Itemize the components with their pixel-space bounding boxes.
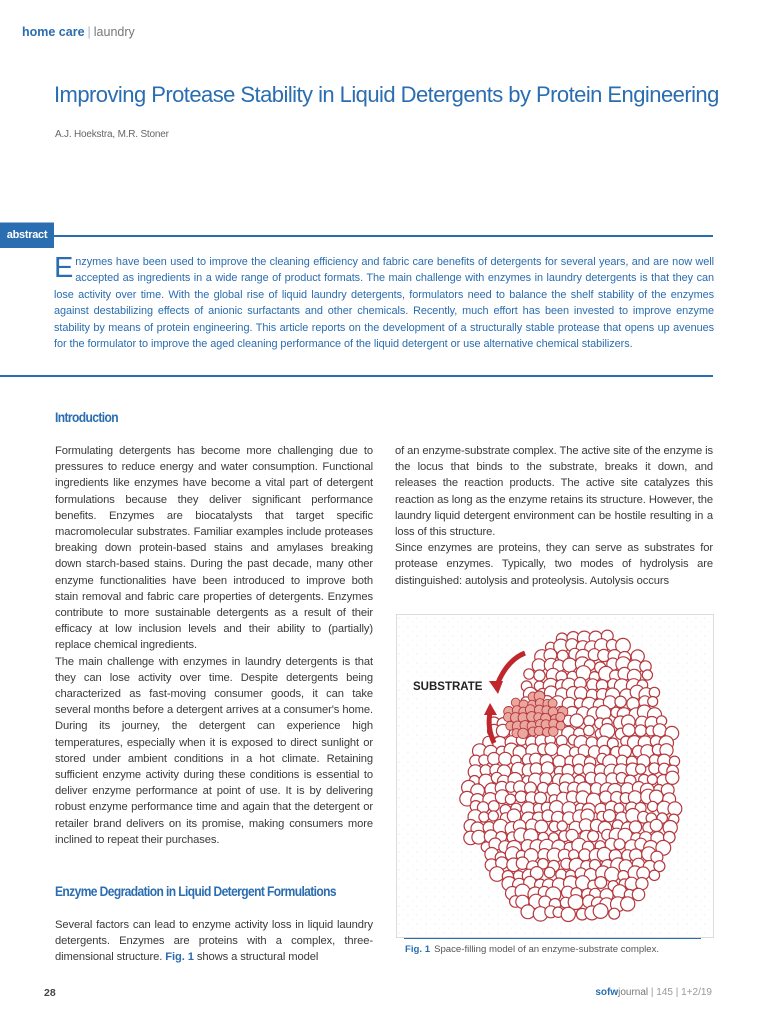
introduction-paragraph-2: The main challenge with enzymes in laundry detergents is that they can lose activity over time. Despite detergents being characterized as fast-moving consumer goods, it can take several months before a detergent arrives at a consumer's home. During its journey, the detergent can experience high temperatures, especially when it is exposed to direct sunlight or stored under ambient conditions in a hot climate. Retaining sufficient enzyme activity during these conditions is essential to deliver enzyme performance at point of use. It is by delivering robust enzyme performance time and again that the detergent or retailer brand delivers on its promise, making consumers more inclined to repeat their purchases. [55,655,373,846]
right-column-paragraph-2: Since enzymes are proteins, they can serve as substrates for protease enzymes. Typically, two modes of hydrolysis are distinguished: autolysis and proteolysis. Autolysis occurs [395,542,713,587]
enzyme-sphere [615,696,626,707]
enzyme-sphere [636,764,646,774]
degradation-text-after: shows a structural model [196,951,319,964]
article-title: Improving Protease Stability in Liquid Detergents by Protein Engineering [54,82,719,107]
enzyme-sphere [649,870,659,880]
enzyme-sphere [653,724,666,737]
enzyme-sphere [635,725,647,737]
introduction-paragraph-1: Formulating detergents has become more challenging due to pressures to reduce energy and water consumption. Functional ingredients like enzymes have become a vital part of detergent formulations because they deliver significant performance benefits. Enzymes are biocatalysts that target specific macromolecular substrates. Familiar examples include proteases breaking down protein-based stains and amylases breaking down starch-based stains. During the past decade, many other enzyme functionalities have been introduced to improve both stain removal and fabric care properties of detergents. Enzymes contribute to more sustainable detergents as a result of their efficacy at low inclusion levels and their ability to (partially) replace chemical ingredients. [55,445,373,652]
enzyme-sphere [479,812,489,822]
enzyme-sphere [488,811,498,821]
substrate-sphere [549,727,559,737]
figure-caption-rule [404,938,701,939]
section-breadcrumb [22,25,135,39]
substrate-sphere [548,699,557,708]
enzyme-substrate-model [397,615,713,937]
journal-name-bold: sofw [595,987,619,998]
enzyme-sphere [669,756,679,766]
journal-footer [595,987,712,998]
degradation-heading: Enzyme Degradation in Liquid Detergent Formulations [55,883,337,899]
enzyme-sphere [593,904,608,919]
introduction-body [55,443,373,848]
enzyme-sphere [650,819,662,831]
substrate-sphere [518,728,528,738]
enzyme-sphere [621,897,635,911]
journal-issue: | 145 | 1+2/19 [650,987,712,998]
enzyme-sphere [605,867,620,882]
abstract-bottom-rule [0,375,713,377]
right-column-paragraph-1: of an enzyme-substrate complex. The active site of the enzyme is the locus that binds to the substrate, breaks it down, and releases the reaction products. The active site catalyzes this reaction as long as the enzyme retains its structure. However, the laundry liquid detergent environment can be hostile resulting in a loss of this structure. [395,445,713,539]
enzyme-sphere [632,888,644,900]
enzyme-sphere [534,670,545,681]
enzyme-sphere [623,724,635,736]
enzyme-sphere [609,908,620,919]
enzyme-sphere [524,669,534,679]
figure-reference-link[interactable]: Fig. 1 [165,951,194,964]
section-label: home care [22,25,85,39]
degradation-body [55,917,373,966]
substrate-label: SUBSTRATE [413,681,483,693]
abstract-tab: abstract [0,223,54,248]
enzyme-sphere [499,752,512,765]
section-separator: | [87,25,91,39]
enzyme-sphere [648,697,658,707]
enzyme-sphere [668,802,682,816]
enzyme-sphere [570,714,583,727]
substrate-sphere [556,713,565,722]
enzyme-sphere [642,670,652,680]
enzyme-sphere [545,743,558,756]
enzyme-sphere [544,867,555,878]
page-number: 28 [44,987,56,999]
enzyme-sphere [561,907,575,921]
figure-caption [405,944,659,955]
enzyme-sphere [614,839,625,850]
enzyme-sphere [666,771,679,784]
introduction-heading: Introduction [55,409,118,425]
subsection-label: laundry [93,25,135,39]
enzyme-sphere [648,801,658,811]
enzyme-sphere [595,877,607,889]
figure-1 [396,614,714,938]
degradation-text-before: Several factors can lead to enzyme activity loss in liquid laundry detergents. Enzymes are proteins with a complex, three-dimensional structure. [55,919,373,964]
abstract-text [54,254,714,352]
enzyme-sphere [588,831,599,842]
enzyme-sphere [488,801,499,812]
abstract-drop-cap: E [54,252,74,284]
enzyme-sphere [521,905,535,919]
abstract-body: nzymes have been used to improve the cleaning efficiency and fabric care benefits of detergents for several years, and are now well accepted as ingredients in a wide range of product formats. The main challenge with enzymes in laundry detergents is that they can lose activity over time. With the global rise of liquid laundry detergents, formulators need to balance the shelf stability of the enzymes against destabilizing effects of anionic surfactants and other chemicals. Recently, much effort has been invested to improve enzyme stability by means of protein engineering. This article reports on the development of a structurally stable protease that opens up avenues for the formulator to improve the aged cleaning performance of the liquid detergent or use alternative chemical stabilizers. [54,256,714,351]
enzyme-sphere [563,658,577,672]
enzyme-sphere [584,725,595,736]
substrate-sphere [534,726,543,735]
enzyme-sphere [649,687,659,697]
journal-name-rest: journal [618,987,649,998]
abstract-top-rule [54,235,713,237]
figure-caption-label: Fig. 1 [405,944,431,955]
enzyme-sphere [603,810,615,822]
article-authors: A.J. Hoekstra, M.R. Stoner [55,129,169,140]
right-column-body [395,443,713,589]
enzyme-sphere [557,821,567,831]
figure-caption-text: Space-filling model of an enzyme-substrate complex. [434,944,660,955]
